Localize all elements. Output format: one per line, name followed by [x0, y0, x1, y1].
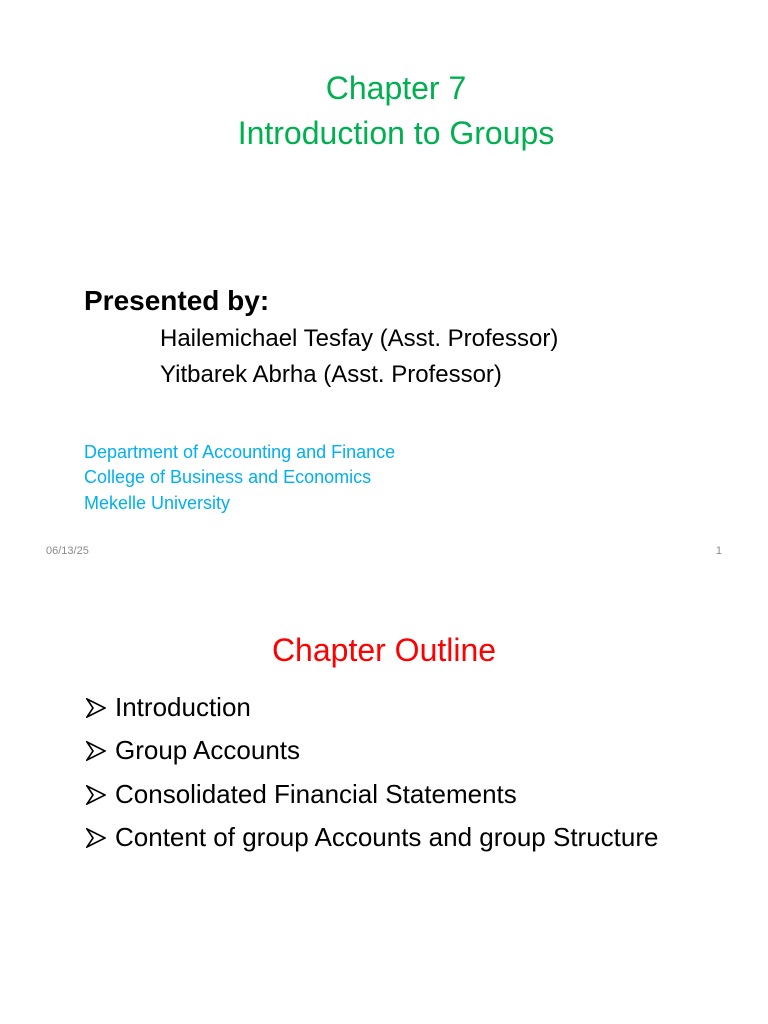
arrow-bullet-icon	[86, 828, 106, 848]
outline-title: Chapter Outline	[271, 632, 497, 668]
college-name: College of Business and Economics	[84, 467, 372, 487]
arrow-bullet-icon	[86, 698, 106, 718]
chapter-number-title: Chapter 7	[325, 70, 467, 106]
slide-date: 06/13/25	[46, 545, 89, 557]
slide-page-number: 1	[715, 545, 722, 557]
outline-item-label: Consolidated Financial Statements	[115, 779, 517, 809]
outline-item-label: Group Accounts	[115, 735, 300, 765]
outline-item-label: Introduction	[115, 692, 251, 722]
presenter-name: Hailemichael Tesfay (Asst. Professor)	[160, 325, 559, 352]
outline-slide	[0, 565, 768, 1024]
arrow-bullet-icon	[86, 785, 106, 805]
department-name: Department of Accounting and Finance	[84, 442, 396, 462]
university-name: Mekelle University	[84, 493, 231, 513]
outline-item-label: Content of group Accounts and group Structure	[115, 822, 659, 852]
presented-by-label: Presented by:	[84, 285, 270, 316]
presenter-name: Yitbarek Abrha (Asst. Professor)	[160, 361, 502, 388]
chapter-title: Introduction to Groups	[237, 115, 555, 151]
arrow-bullet-icon	[86, 741, 106, 761]
